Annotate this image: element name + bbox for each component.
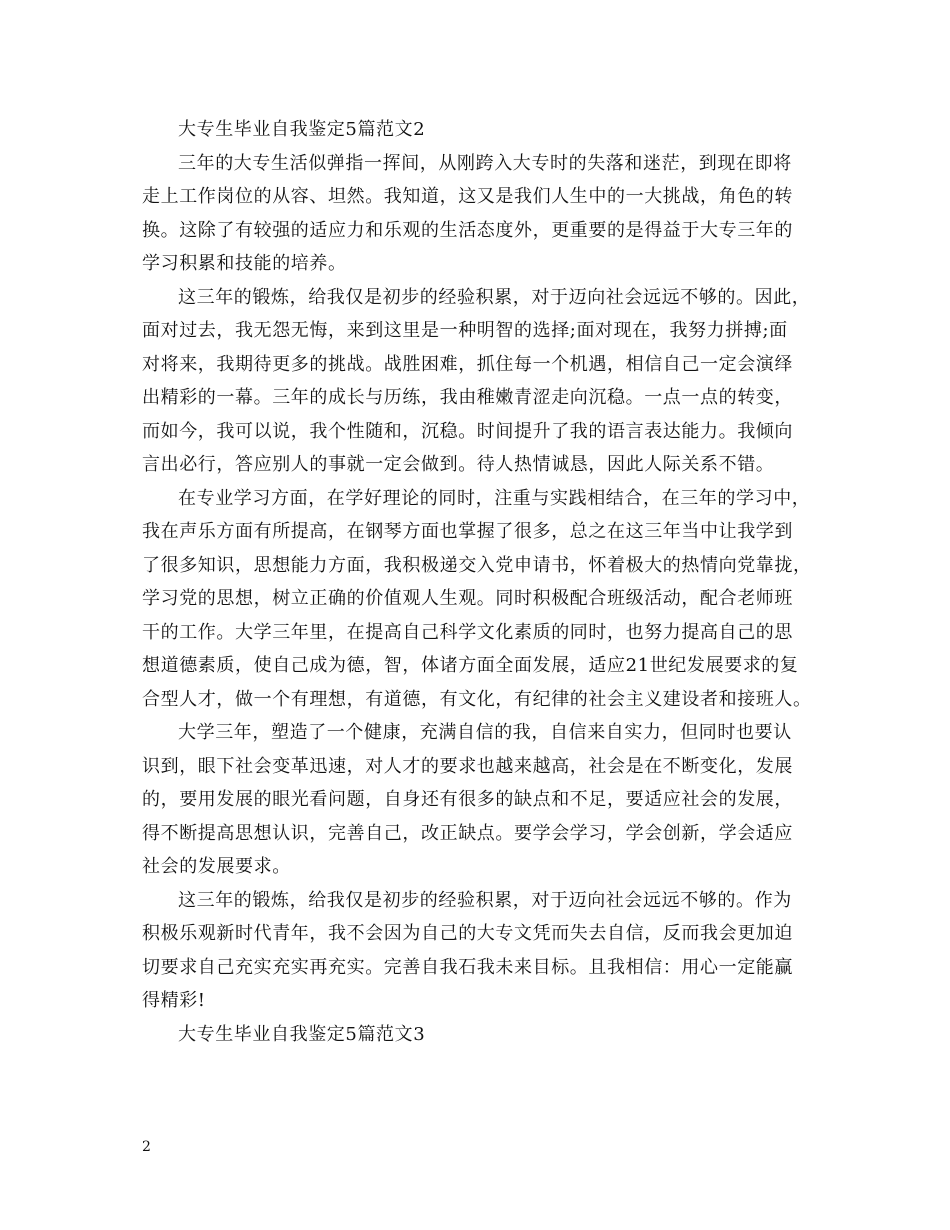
text-line: 想道德素质，使自己成为德，智，体诸方面全面发展，适应21世纪发展要求的复	[142, 655, 799, 676]
text-line: 我在声乐方面有所提高，在钢琴方面也掌握了很多，总之在这三年当中让我学到	[142, 521, 793, 542]
text-line: 大专生毕业自我鉴定5篇范文3	[178, 1023, 426, 1045]
document-body	[142, 113, 822, 1051]
text-line: 在专业学习方面，在学好理论的同时，注重与实践相结合，在三年的学习中，	[178, 487, 811, 509]
text-line: 切要求自己充实充实再充实。完善自我石我未来目标。且我相信：用心一定能赢	[142, 956, 793, 978]
text-line: 走上工作岗位的从容、坦然。我知道，这又是我们人生中的一大挑战，角色的转	[142, 186, 793, 207]
text-line: 而如今，我可以说，我个性随和，沉稳。时间提升了我的语言表达能力。我倾向	[142, 420, 793, 442]
text-line: 社会的发展要求。	[142, 856, 291, 877]
text-line: 对将来，我期待更多的挑战。战胜困难，抓住每一个机遇，相信自己一定会演绎	[142, 353, 793, 375]
text-line: 出精彩的一幕。三年的成长与历练，我由稚嫩青涩走向沉稳。一点一点的转变，	[142, 387, 793, 408]
text-line: 识到，眼下社会变革迅速，对人才的要求也越来越高，社会是在不断变化，发展	[142, 755, 793, 777]
text-line: 得精彩!	[142, 990, 206, 1011]
page-number: 2	[142, 1139, 151, 1155]
text-line: 学习党的思想，树立正确的价值观人生观。同时积极配合班级活动，配合老师班	[142, 588, 793, 609]
text-line: 的，要用发展的眼光看问题，自身还有很多的缺点和不足，要适应社会的发展，	[142, 789, 793, 810]
text-line: 面对过去，我无怨无悔，来到这里是一种明智的选择;面对现在，我努力拼搏;面	[142, 320, 788, 341]
text-line: 这三年的锻炼，给我仅是初步的经验积累，对于迈向社会远远不够的。因此，	[178, 286, 811, 308]
text-line: 积极乐观新时代青年，我不会因为自己的大专文凭而失去自信，反而我会更加迫	[142, 923, 793, 944]
text-line: 合型人才，做一个有理想，有道德，有文化，有纪律的社会主义建设者和接班人。	[142, 688, 812, 710]
text-line: 得不断提高思想认识，完善自己，改正缺点。要学会学习，学会创新，学会适应	[142, 822, 793, 844]
text-line: 了很多知识，思想能力方面，我积极递交入党申请书，怀着极大的热情向党靠拢，	[142, 554, 812, 576]
text-line: 大专生毕业自我鉴定5篇范文2	[178, 119, 426, 140]
text-line: 干的工作。大学三年里，在提高自己科学文化素质的同时，也努力提高自己的思	[142, 621, 793, 643]
text-line: 三年的大专生活似弹指一挥间，从刚跨入大专时的失落和迷茫，到现在即将	[178, 152, 792, 174]
text-line: 大学三年，塑造了一个健康，充满自信的我，自信来自实力，但同时也要认	[178, 722, 792, 743]
text-line: 这三年的锻炼，给我仅是初步的经验积累，对于迈向社会远远不够的。作为	[178, 889, 792, 911]
text-line: 言出必行，答应别人的事就一定会做到。待人热情诚恳，因此人际关系不错。	[142, 454, 775, 475]
text-line: 换。这除了有较强的适应力和乐观的生活态度外，更重要的是得益于大专三年的	[142, 219, 793, 241]
text-line: 学习积累和技能的培养。	[142, 253, 347, 274]
